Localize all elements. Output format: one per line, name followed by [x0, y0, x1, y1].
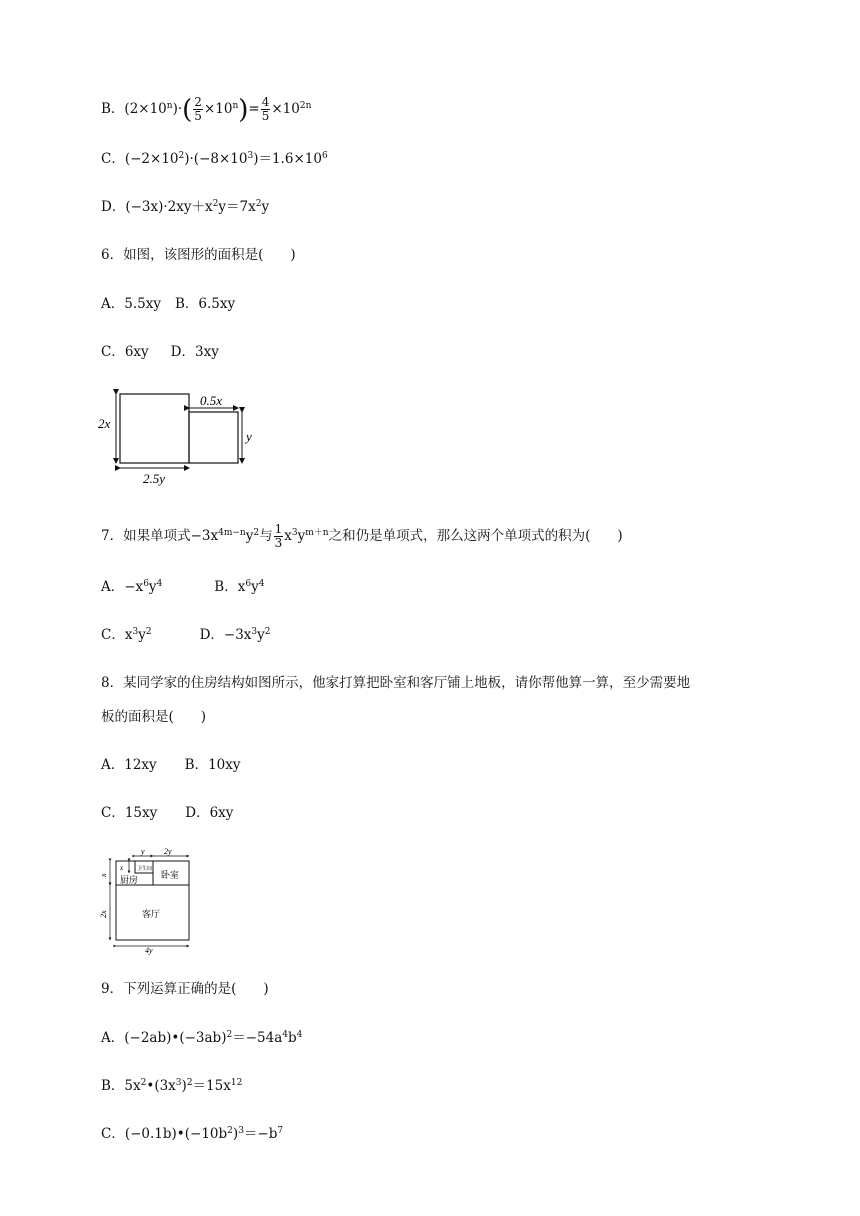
- math-text: x: [237, 579, 246, 595]
- math-text: y: [251, 579, 259, 595]
- math-text: =: [248, 101, 260, 117]
- q6-stem: 6．如图，该图形的面积是( ): [101, 247, 296, 263]
- option-b: B．6.5xy: [174, 296, 236, 312]
- fraction-denominator: 5: [194, 109, 202, 123]
- option-b: B．10xy: [184, 757, 241, 773]
- q7-stem: [101, 523, 623, 550]
- option-a: A．12xy: [101, 757, 157, 773]
- exponent: 3: [132, 627, 139, 637]
- math-text: (−2×10: [124, 151, 179, 167]
- fraction-four-fifths: [261, 96, 271, 123]
- q9-option-a: [101, 1028, 302, 1048]
- math-text: ): [181, 1078, 187, 1094]
- q9-stem: 9．下列运算正确的是( ): [101, 981, 269, 997]
- q6-options-cd: [101, 342, 219, 362]
- option-d: [200, 627, 271, 643]
- math-text: y: [261, 199, 270, 215]
- label-2x: 2x: [98, 416, 111, 431]
- label-left-2x: 2x: [99, 910, 108, 918]
- label-0-5x: 0.5x: [200, 393, 223, 408]
- math-text: 之和仍是单项式，那么这两个单项式的积为( ): [328, 528, 623, 544]
- q8-floor-plan: [96, 843, 196, 955]
- q9-option-c: [101, 1124, 283, 1144]
- option-c: C．6xy: [101, 344, 149, 360]
- fraction-numerator: 4: [261, 95, 270, 109]
- exponent: 6: [143, 579, 149, 589]
- math-text: −x: [124, 579, 144, 595]
- option-label: B．: [101, 1078, 125, 1094]
- math-text: y＝7x: [218, 199, 256, 215]
- exponent: 4: [296, 1030, 303, 1040]
- kitchen-label: 厨房: [120, 876, 139, 886]
- exponent: 2: [212, 199, 219, 209]
- exponent: 12: [230, 1078, 243, 1088]
- exponent: 3: [175, 1078, 182, 1088]
- exponent: 2: [253, 528, 260, 538]
- option-label: C．: [101, 151, 125, 167]
- exponent: 2: [264, 627, 271, 637]
- q5-option-d: [101, 197, 269, 217]
- option-c: C．15xy: [101, 805, 158, 821]
- fraction-denominator: 5: [261, 109, 270, 123]
- option-b: [214, 579, 264, 595]
- math-text: ×10: [203, 101, 233, 117]
- left-paren: (: [182, 95, 193, 125]
- math-text: y: [138, 627, 146, 643]
- option-label: B．: [214, 579, 238, 595]
- exponent: 2: [255, 199, 262, 209]
- bedroom-label: 卧室: [161, 871, 180, 881]
- math-text: ×10: [271, 101, 300, 117]
- exponent: 6: [321, 151, 328, 161]
- math-text: )·: [172, 101, 183, 117]
- math-text: x: [284, 528, 292, 544]
- fraction-two-fifths: [193, 96, 203, 123]
- label-left-small-x: x: [120, 864, 124, 872]
- fraction-numerator: 1: [274, 522, 283, 536]
- option-a: [101, 579, 162, 595]
- exponent: 3: [291, 528, 298, 538]
- q5-option-b: [101, 96, 311, 123]
- option-a: A．5.5xy: [101, 296, 161, 312]
- label-left-mid-x: x: [99, 873, 108, 877]
- right-paren: ): [238, 95, 249, 125]
- exponent: 3: [238, 1126, 244, 1136]
- math-text: ): [232, 1126, 239, 1142]
- option-d: D．3xy: [170, 344, 219, 360]
- exponent: 3: [247, 151, 254, 161]
- option-d: D．6xy: [185, 805, 234, 821]
- exponent: 2: [226, 1030, 233, 1040]
- q8-stem-line2: 板的面积是( ): [101, 709, 207, 725]
- q5-option-c: [101, 149, 328, 169]
- option-label: B．: [101, 101, 125, 117]
- q7-options-ab: [101, 577, 264, 597]
- fraction-denominator: 3: [274, 536, 283, 550]
- exponent: 2n: [299, 101, 312, 111]
- math-text: (−2ab)•(−3ab): [124, 1030, 227, 1046]
- math-text: 与: [259, 528, 273, 544]
- exponent: 4: [258, 579, 265, 589]
- exponent: n: [166, 101, 173, 111]
- label-y: y: [246, 429, 252, 444]
- q8-options-ab: [101, 755, 241, 775]
- math-text: y: [297, 528, 306, 544]
- q6-options-ab: [101, 294, 235, 314]
- q8-stem-line1: 8．某同学家的住房结构如图所示，他家打算把卧室和客厅铺上地板，请你帮他算一算，至少需要地: [101, 675, 691, 691]
- living-room-label: 客厅: [142, 910, 161, 920]
- math-text: y: [257, 627, 265, 643]
- label-top-2y: 2y: [164, 847, 172, 856]
- math-text: x: [124, 627, 133, 643]
- option-c: [101, 627, 152, 643]
- exponent: 4: [156, 579, 163, 589]
- exponent: 4: [282, 1030, 288, 1040]
- option-label: D．: [101, 199, 126, 215]
- option-label: C．: [101, 627, 125, 643]
- bathroom-label: 卫生间: [137, 866, 153, 872]
- option-label: D．: [199, 627, 224, 643]
- option-label: A．: [101, 1030, 125, 1046]
- exponent: n: [232, 101, 239, 111]
- q6-figure: [96, 388, 276, 488]
- math-text: ＝15x: [192, 1078, 231, 1094]
- q9-option-b: [101, 1076, 242, 1096]
- exponent: 3: [251, 627, 258, 637]
- q7-options-cd: [101, 625, 271, 645]
- fraction-one-third: [274, 523, 284, 550]
- exponent: 6: [245, 579, 252, 589]
- label-top-y: y: [141, 847, 145, 856]
- math-text: (−3x)·2xy＋x: [125, 199, 213, 215]
- q8-options-cd: [101, 803, 233, 823]
- math-text: )＝1.6×10: [253, 151, 322, 167]
- math-text: (2×10: [124, 101, 167, 117]
- exponent: 2: [178, 151, 185, 161]
- math-text: 7．如果单项式−3x: [101, 528, 219, 544]
- small-rectangle: [189, 412, 238, 463]
- math-text: y: [245, 528, 254, 544]
- exponent: 2: [227, 1126, 233, 1136]
- label-2-5y: 2.5y: [143, 471, 166, 486]
- math-text: •(3x: [146, 1078, 176, 1094]
- exponent: 2: [140, 1078, 147, 1088]
- exponent: 2: [145, 627, 152, 637]
- math-text: b: [287, 1030, 297, 1046]
- option-label: A．: [101, 579, 125, 595]
- exponent: 7: [277, 1126, 284, 1136]
- math-text: −3x: [223, 627, 252, 643]
- exponent: 4m−n: [218, 528, 246, 538]
- fraction-numerator: 2: [194, 95, 202, 109]
- exponent: 2: [186, 1078, 193, 1088]
- math-text: )·(−8×10: [184, 151, 248, 167]
- big-square: [120, 394, 189, 463]
- math-text: y: [148, 579, 157, 595]
- exponent: m＋n: [305, 528, 329, 538]
- math-text: (−0.1b)•(−10b: [124, 1126, 228, 1142]
- math-text: ＝−b: [243, 1126, 278, 1142]
- label-bottom-4y: 4y: [145, 946, 153, 955]
- option-label: C．: [101, 1126, 125, 1142]
- math-text: 5x: [124, 1078, 141, 1094]
- math-text: ＝−54a: [232, 1030, 283, 1046]
